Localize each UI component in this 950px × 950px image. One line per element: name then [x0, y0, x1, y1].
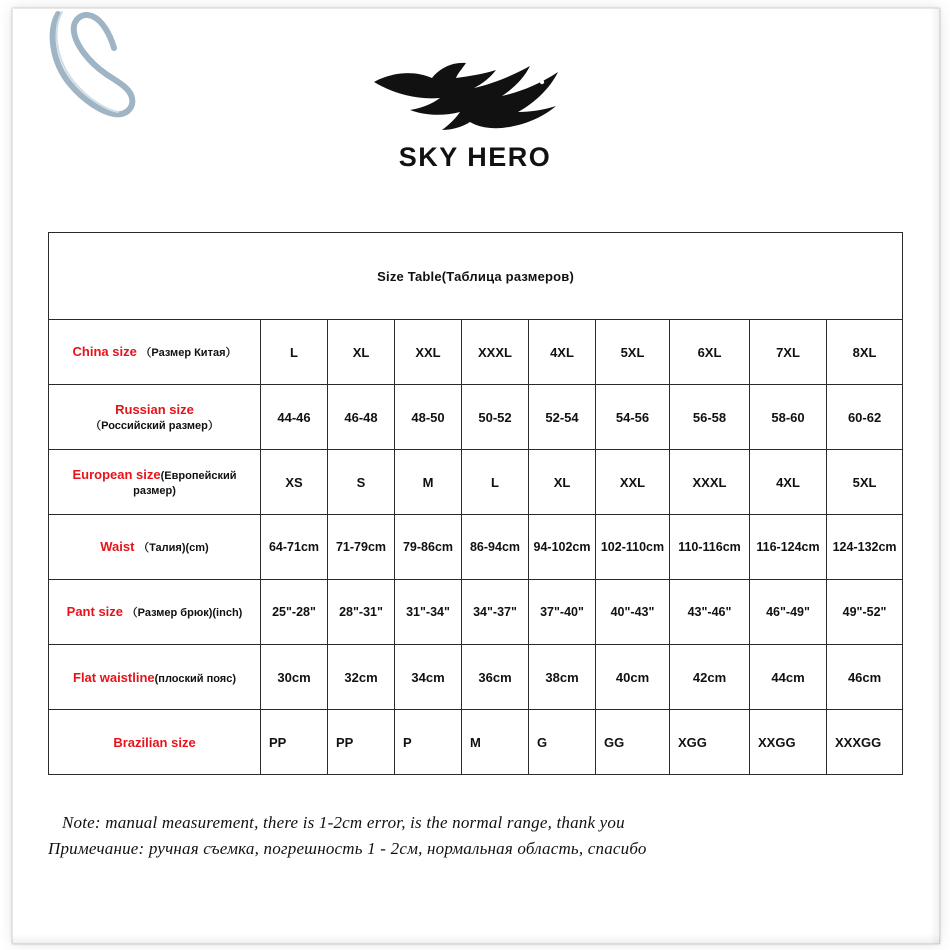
row-label-china-size [49, 320, 261, 385]
cell-value: PP [328, 710, 395, 775]
cell-value: 34cm [395, 645, 462, 710]
cell-value: 37"-40" [529, 580, 596, 645]
size-table [48, 232, 903, 775]
cell-value: 102-110cm [596, 515, 670, 580]
row-label-main: Russian size [115, 401, 194, 417]
cell-value: 48-50 [395, 385, 462, 450]
row-label-sub: （Талия)(cm) [138, 542, 209, 554]
eagle-icon [370, 60, 580, 136]
cell-value: 28"-31" [328, 580, 395, 645]
cell-value: 40"-43" [596, 580, 670, 645]
table-row [49, 515, 903, 580]
table-title: Size Table(Таблица размеров) [49, 233, 903, 320]
cell-value: 40cm [596, 645, 670, 710]
cell-value: 44-46 [261, 385, 328, 450]
cell-value: 50-52 [462, 385, 529, 450]
table-title-row [49, 233, 903, 320]
cell-value: 32cm [328, 645, 395, 710]
row-label-main: European size [72, 467, 161, 482]
cell-value: 54-56 [596, 385, 670, 450]
cell-value: M [395, 450, 462, 515]
cell-value: 5XL [827, 450, 903, 515]
row-label-sub: (плоский пояс) [154, 672, 236, 685]
cell-value: 71-79cm [328, 515, 395, 580]
cell-value: 43"-46" [670, 580, 750, 645]
row-label-sub: （Размер брюк)(inch) [126, 607, 243, 619]
cell-value: L [261, 320, 328, 385]
cell-value: 5XL [596, 320, 670, 385]
row-label-sub: （Российский размер） [90, 419, 219, 432]
cell-value: 46-48 [328, 385, 395, 450]
cell-value: 4XL [750, 450, 827, 515]
cell-value: 52-54 [529, 385, 596, 450]
cell-value: GG [596, 710, 670, 775]
table-row [49, 645, 903, 710]
cell-value: 124-132cm [827, 515, 903, 580]
row-label-main: Flat waistline [73, 669, 155, 685]
cell-value: 49"-52" [827, 580, 903, 645]
cell-value: XL [529, 450, 596, 515]
cell-value: XXXL [462, 320, 529, 385]
row-label-russian-size [49, 385, 261, 450]
cell-value: 44cm [750, 645, 827, 710]
cell-value: 38cm [529, 645, 596, 710]
cell-value: G [529, 710, 596, 775]
cell-value: 6XL [670, 320, 750, 385]
cell-value: 34"-37" [462, 580, 529, 645]
row-label-flat-waistline [49, 645, 261, 710]
cell-value: 7XL [750, 320, 827, 385]
brand-name: SKY HERO [398, 142, 552, 172]
cell-value: 46"-49" [750, 580, 827, 645]
cell-value: XXL [395, 320, 462, 385]
row-label-main: Waist [100, 539, 135, 554]
cell-value: XL [328, 320, 395, 385]
cell-value: XXXL [670, 450, 750, 515]
table-row [49, 385, 903, 450]
cell-value: 4XL [529, 320, 596, 385]
cell-value: 116-124cm [750, 515, 827, 580]
notes-block [48, 810, 908, 863]
cell-value: 79-86cm [395, 515, 462, 580]
cell-value: 30cm [261, 645, 328, 710]
row-label-pant-size [49, 580, 261, 645]
row-label-european-size [49, 450, 261, 515]
cell-value: L [462, 450, 529, 515]
cell-value: 46cm [827, 645, 903, 710]
table-row [49, 710, 903, 775]
cell-value: P [395, 710, 462, 775]
row-label-sub: （Размер Китая） [140, 347, 237, 359]
cell-value: PP [261, 710, 328, 775]
cell-value: XGG [670, 710, 750, 775]
cell-value: XXXGG [827, 710, 903, 775]
table-row [49, 320, 903, 385]
paperclip-icon [40, 2, 150, 127]
note-russian: Примечание: ручная съемка, погрешность 1 - 2см, нормальная область, спасибо [48, 839, 647, 859]
cell-value: XS [261, 450, 328, 515]
cell-value: 60-62 [827, 385, 903, 450]
table-row [49, 580, 903, 645]
cell-value: 64-71cm [261, 515, 328, 580]
cell-value: 94-102cm [529, 515, 596, 580]
size-table-container [48, 232, 902, 775]
cell-value: 110-116cm [670, 515, 750, 580]
row-label-sub: (Европейский размер) [133, 470, 237, 497]
cell-value: 56-58 [670, 385, 750, 450]
cell-value: 42cm [670, 645, 750, 710]
cell-value: S [328, 450, 395, 515]
cell-value: 31"-34" [395, 580, 462, 645]
cell-value: XXGG [750, 710, 827, 775]
cell-value: M [462, 710, 529, 775]
cell-value: 36cm [462, 645, 529, 710]
row-label-brazilian-size [49, 710, 261, 775]
cell-value: 8XL [827, 320, 903, 385]
table-row [49, 450, 903, 515]
note-english: Note: manual measurement, there is 1-2cm error, is the normal range, thank you [62, 813, 625, 832]
row-label-main: Pant size [66, 604, 124, 619]
cell-value: XXL [596, 450, 670, 515]
row-label-main: Brazilian size [113, 734, 196, 750]
cell-value: 86-94cm [462, 515, 529, 580]
cell-value: 58-60 [750, 385, 827, 450]
row-label-waist [49, 515, 261, 580]
cell-value: 25"-28" [261, 580, 328, 645]
row-label-main: China size [72, 344, 137, 359]
